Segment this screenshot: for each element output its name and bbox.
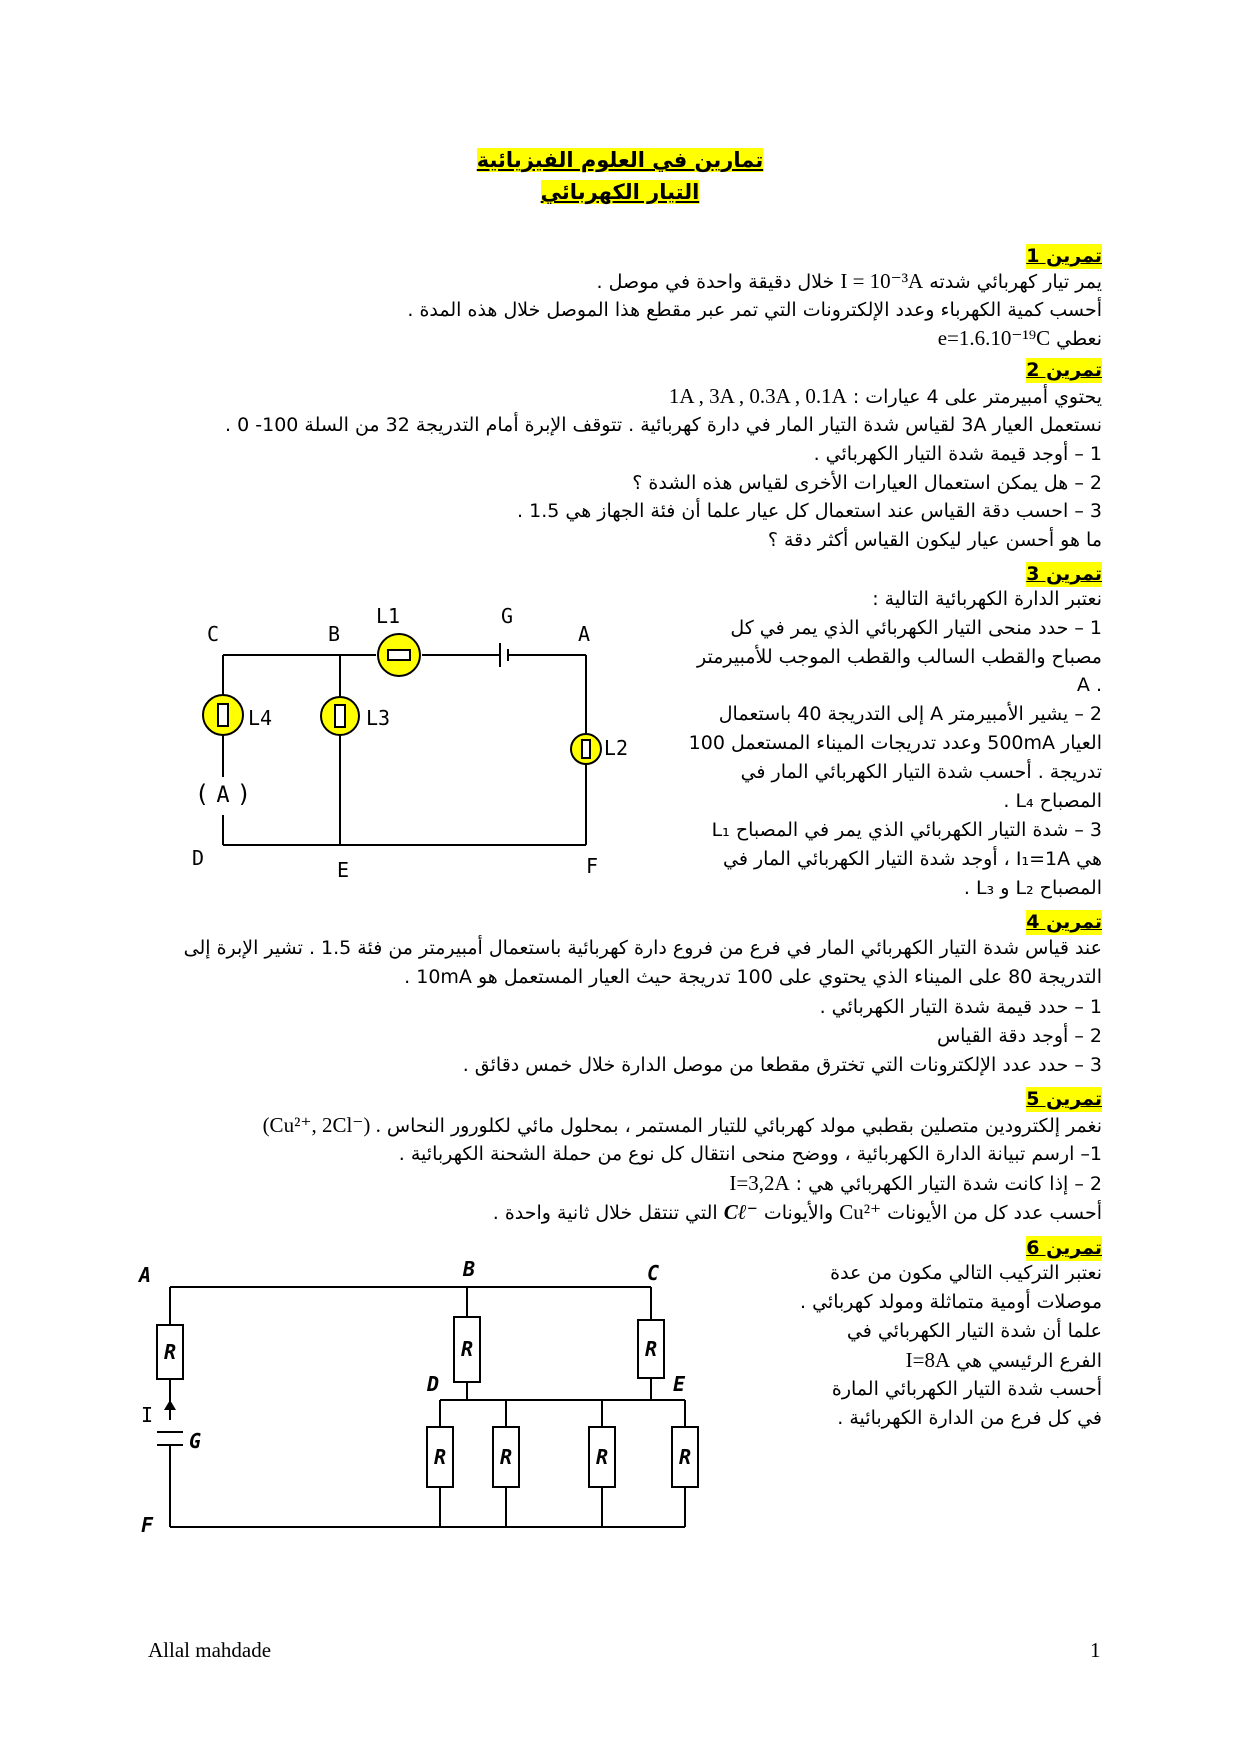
ex3-line-1: نعتبر الدارة الكهربائية التالية : [872,588,1102,610]
footer-author: Allal mahdade [148,1638,272,1662]
ex1-line-3: نعطي e=1.6.10⁻¹⁹C [937,326,1102,350]
node-c: C [206,622,220,646]
ex3-line-5: 2 – يشير الأمبيرمتر A إلى التدريجة 40 باستعمال [718,703,1102,725]
resistor-label: R [644,1337,658,1361]
exercise-6-heading: تمرين 6 [1026,1237,1102,1259]
ex2-line-6: ما هو أحسن عيار ليكون القياس أكثر دقة ؟ [767,529,1102,551]
exercise-4-heading: تمرين 4 [1026,911,1102,933]
circuit-diagram-2 [137,1257,727,1542]
svg-text:): ) [236,780,252,808]
resistor-label: R [678,1445,692,1469]
ex6-line-5: أحسب شدة التيار الكهربائي المارة [831,1378,1102,1400]
ex5-line-2: 1– ارسم تبيانة الدارة الكهربائية ، ووضح منحى انتقال كل نوع من حملة الشحنة الكهربائية . [398,1143,1102,1165]
ex5-line-1: نغمر إلكترودين متصلين بقطبي مولد كهربائي للتيار المستمر ، بمحلول مائي لكلورور النحاس (Cu²⁺, 2Cl⁻) . [262,1113,1102,1137]
node-a: A [138,1263,152,1287]
exercise-1-heading: تمرين 1 [1026,245,1102,267]
ex3-line-7: تدريجة . أحسب شدة التيار الكهربائي المار في [740,761,1102,783]
ex3-line-4: . A [1076,674,1102,696]
resistor-label: R [433,1445,447,1469]
current-label: I [140,1403,154,1427]
ex4-line-2: التدريجة 80 على الميناء الذي يحتوي على 100 تدريجة حيث العيار المستعمل هو 10mA . [404,966,1102,988]
ex3-line-8: المصباح L₄ . [1003,790,1102,812]
circuit-diagram-1 [188,595,628,885]
ex3-line-3: مصباح والقطب السالب والقطب الموجب للأمبيرمتر [696,646,1102,668]
page-number: 1 [1090,1638,1101,1662]
label-l4: L4 [248,706,273,730]
generator-label: G [188,1429,202,1453]
node-e: E [336,858,350,882]
node-c: C [646,1261,660,1285]
node-d: D [426,1372,440,1396]
ex6-line-2: موصلات أومية متماثلة ومولد كهربائي . [799,1291,1102,1313]
exercise-3-heading: تمرين 3 [1026,563,1102,585]
svg-text:(: ( [194,780,210,808]
ex3-line-11: المصباح L₂ و L₃ . [963,877,1102,899]
ex5-line-4: أحسب عدد كل من الأيونات Cu²⁺ والأيونات Cℓ⁻ التي تنتقل خلال ثانية واحدة . [492,1200,1102,1224]
ex3-line-10: هي I₁=1A ، أوجد شدة التيار الكهربائي المار في [722,848,1102,870]
ex6-line-6: في كل فرع من الدارة الكهربائية . [837,1407,1102,1429]
resistor-label: R [163,1340,177,1364]
ex5-line-3: 2 – إذا كانت شدة التيار الكهربائي هي : I=3,2A [729,1171,1102,1195]
exercise-2-heading: تمرين 2 [1026,359,1102,381]
ex1-line-2: أحسب كمية الكهرباء وعدد الإلكترونات التي تمر عبر مقطع هذا الموصل خلال هذه المدة . [407,299,1102,321]
node-e: E [672,1372,686,1396]
node-d: D [191,846,205,870]
ex4-line-1: عند قياس شدة التيار الكهربائي المار في فرع من فروع دارة كهربائية باستعمال أمبيرمتر من فئة 1.5 . تشير الإبرة إلى [183,937,1102,959]
page-subtitle: التيار الكهربائي [540,180,700,204]
label-l3: L3 [366,706,391,730]
ex6-line-3: علما أن شدة التيار الكهربائي في [846,1320,1102,1342]
ex3-line-6: العيار 500mA وعدد تدريجات الميناء المستعمل 100 [688,732,1102,754]
ex2-line-5: 3 – احسب دقة القياس عند استعمال كل عيار علما أن فئة الجهاز هي 1.5 . [517,500,1102,522]
ex6-line-4: الفرع الرئيسي هي I=8A [905,1348,1102,1372]
node-b: B [327,622,341,646]
label-l2: L2 [603,736,628,760]
ex3-line-2: 1 – حدد منحى التيار الكهربائي الذي يمر في كل [730,617,1102,639]
ex1-line-1: يمر تيار كهربائي شدته I = 10⁻³A خلال دقيقة واحدة في موصل . [596,269,1102,293]
ex4-line-3: 1 – حدد قيمة شدة التيار الكهربائي . [819,996,1102,1018]
ex6-line-1: نعتبر التركيب التالي مكون من عدة [830,1262,1102,1284]
node-b: B [462,1257,476,1281]
ex2-line-3: 1 – أوجد قيمة شدة التيار الكهربائي . [813,443,1102,465]
ex2-line-4: 2 – هل يمكن استعمال العيارات الأخرى لقياس هذه الشدة ؟ [632,472,1102,494]
ex4-line-4: 2 – أوجد دقة القياس [936,1025,1102,1047]
ex2-line-1: يحتوي أمبيرمتر على 4 عيارات : 1A , 3A , 0.3A , 0.1A [668,384,1102,408]
label-g: G [500,604,514,628]
resistor-label: R [460,1337,474,1361]
node-f: F [140,1513,154,1537]
resistor-label: R [499,1445,513,1469]
ex3-line-9: 3 – شدة التيار الكهربائي الذي يمر في المصباح L₁ [711,819,1102,841]
resistor-label: R [595,1445,609,1469]
node-a: A [577,622,591,646]
ex4-line-5: 3 – حدد عدد الإلكترونات التي تخترق مقطعا من موصل الدارة خلال خمس دقائق . [462,1054,1102,1076]
ex2-line-2: نستعمل العيار 3A لقياس شدة التيار المار في دارة كهربائية . تتوقف الإبرة أمام التدريجة 32 من السلة 100- 0 . [225,414,1102,436]
node-f: F [585,854,599,878]
page-title: تمارين في العلوم الفيزيائية [476,148,764,172]
exercise-5-heading: تمرين 5 [1026,1088,1102,1110]
ammeter: A [216,783,230,808]
label-l1: L1 [375,604,401,628]
